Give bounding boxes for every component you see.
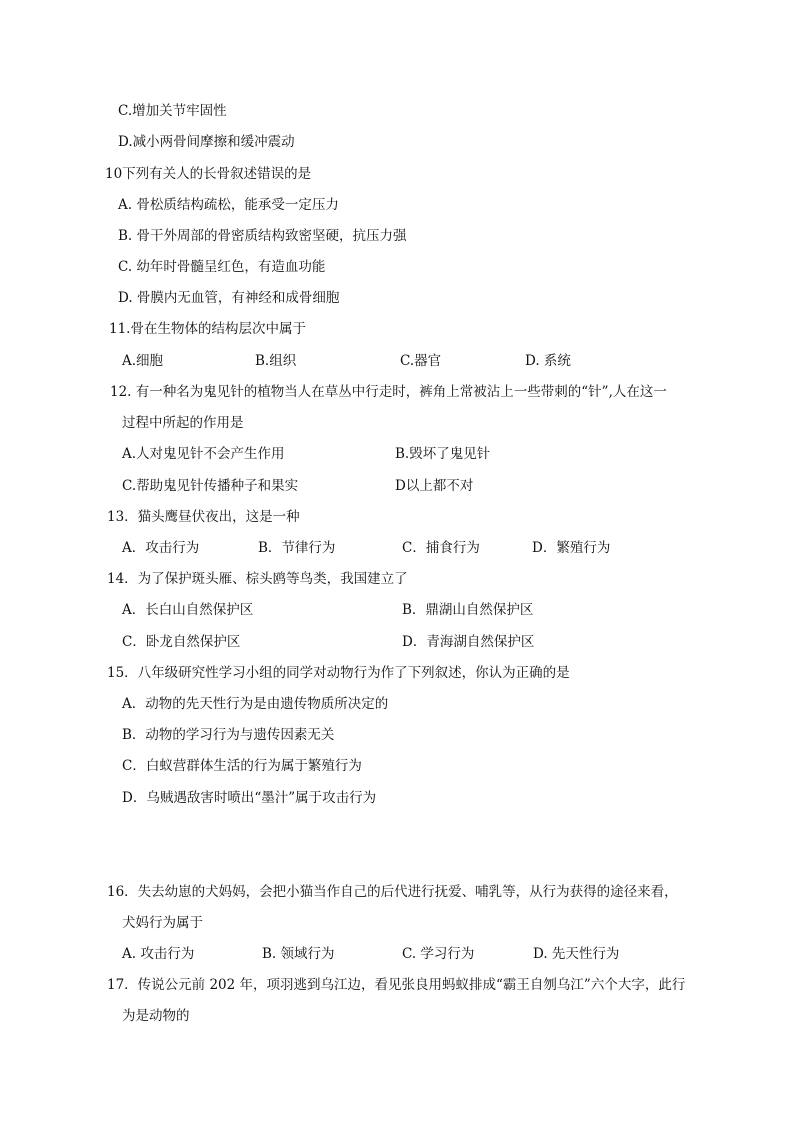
q9-option-c: C.增加关节牢固性 — [118, 103, 227, 119]
q11-stem: 11.骨在生物体的结构层次中属于 — [109, 321, 306, 337]
q14-option-a: A．长白山自然保护区 — [122, 602, 254, 618]
q9-option-d: D.减小两骨间摩擦和缓冲震动 — [118, 134, 295, 150]
q12-option-b: B.毁坏了鬼见针 — [395, 446, 491, 462]
q13-option-a: A．攻击行为 — [122, 540, 200, 556]
q17-stem-continued: 为是动物的 — [122, 1008, 190, 1024]
q12-stem-continued: 过程中所起的作用是 — [122, 415, 244, 431]
q16-option-c: C. 学习行为 — [402, 946, 475, 962]
q12-stem: 12. 有一种名为鬼见针的植物当人在草丛中行走时，裤角上常被沾上一些带刺的“针”,人在这一 — [110, 384, 667, 400]
q12-option-d: D以上都不对 — [395, 478, 474, 494]
q14-option-d: D．青海湖自然保护区 — [402, 634, 535, 650]
q13-option-d: D．繁殖行为 — [532, 540, 611, 556]
q13-option-b: B．节律行为 — [258, 540, 336, 556]
q16-option-b: B. 领域行为 — [262, 946, 335, 962]
q17-stem: 17．传说公元前 202 年，项羽逃到乌江边，看见张良用蚂蚁排成“霸王自刎乌江”六个大字，此行 — [107, 977, 686, 993]
q16-option-a: A. 攻击行为 — [122, 946, 195, 962]
q13-stem: 13．猫头鹰昼伏夜出，这是一种 — [107, 509, 300, 525]
q11-option-a: A.细胞 — [122, 353, 164, 369]
q15-option-c: C．白蚁营群体生活的行为属于繁殖行为 — [122, 758, 362, 774]
q11-option-c: C.器官 — [400, 353, 442, 369]
q10-option-d: D. 骨膜内无血管，有神经和成骨细胞 — [118, 290, 340, 306]
q10-option-a: A. 骨松质结构疏松，能承受一定压力 — [118, 197, 339, 213]
q14-option-c: C．卧龙自然保护区 — [122, 634, 241, 650]
q10-stem: 10下列有关人的长骨叙述错误的是 — [105, 166, 312, 182]
q10-option-b: B. 骨干外周部的骨密质结构致密坚硬，抗压力强 — [118, 228, 407, 244]
q15-option-b: B．动物的学习行为与遗传因素无关 — [122, 727, 335, 743]
q11-option-b: B.组织 — [255, 353, 297, 369]
q15-option-d: D．乌贼遇敌害时喷出“墨汁”属于攻击行为 — [122, 790, 377, 806]
q10-option-c: C. 幼年时骨髓呈红色，有造血功能 — [118, 259, 326, 275]
q16-stem: 16．失去幼崽的犬妈妈，会把小猫当作自己的后代进行抚爱、哺乳等，从行为获得的途径来看， — [107, 884, 678, 900]
q15-option-a: A．动物的先天性行为是由遗传物质所决定的 — [122, 696, 389, 712]
q14-stem: 14．为了保护斑头雁、棕头鸥等鸟类，我国建立了 — [107, 571, 408, 587]
q16-stem-continued: 犬妈行为属于 — [122, 915, 203, 931]
q13-option-c: C．捕食行为 — [402, 540, 480, 556]
q14-option-b: B．鼎湖山自然保护区 — [402, 602, 534, 618]
q16-option-d: D. 先天性行为 — [533, 946, 620, 962]
q12-option-a: A.人对鬼见针不会产生作用 — [122, 446, 285, 462]
q11-option-d: D. 系统 — [525, 353, 571, 369]
q12-option-c: C.帮助鬼见针传播种子和果实 — [122, 478, 299, 494]
q15-stem: 15．八年级研究性学习小组的同学对动物行为作了下列叙述，你认为正确的是 — [107, 665, 570, 681]
